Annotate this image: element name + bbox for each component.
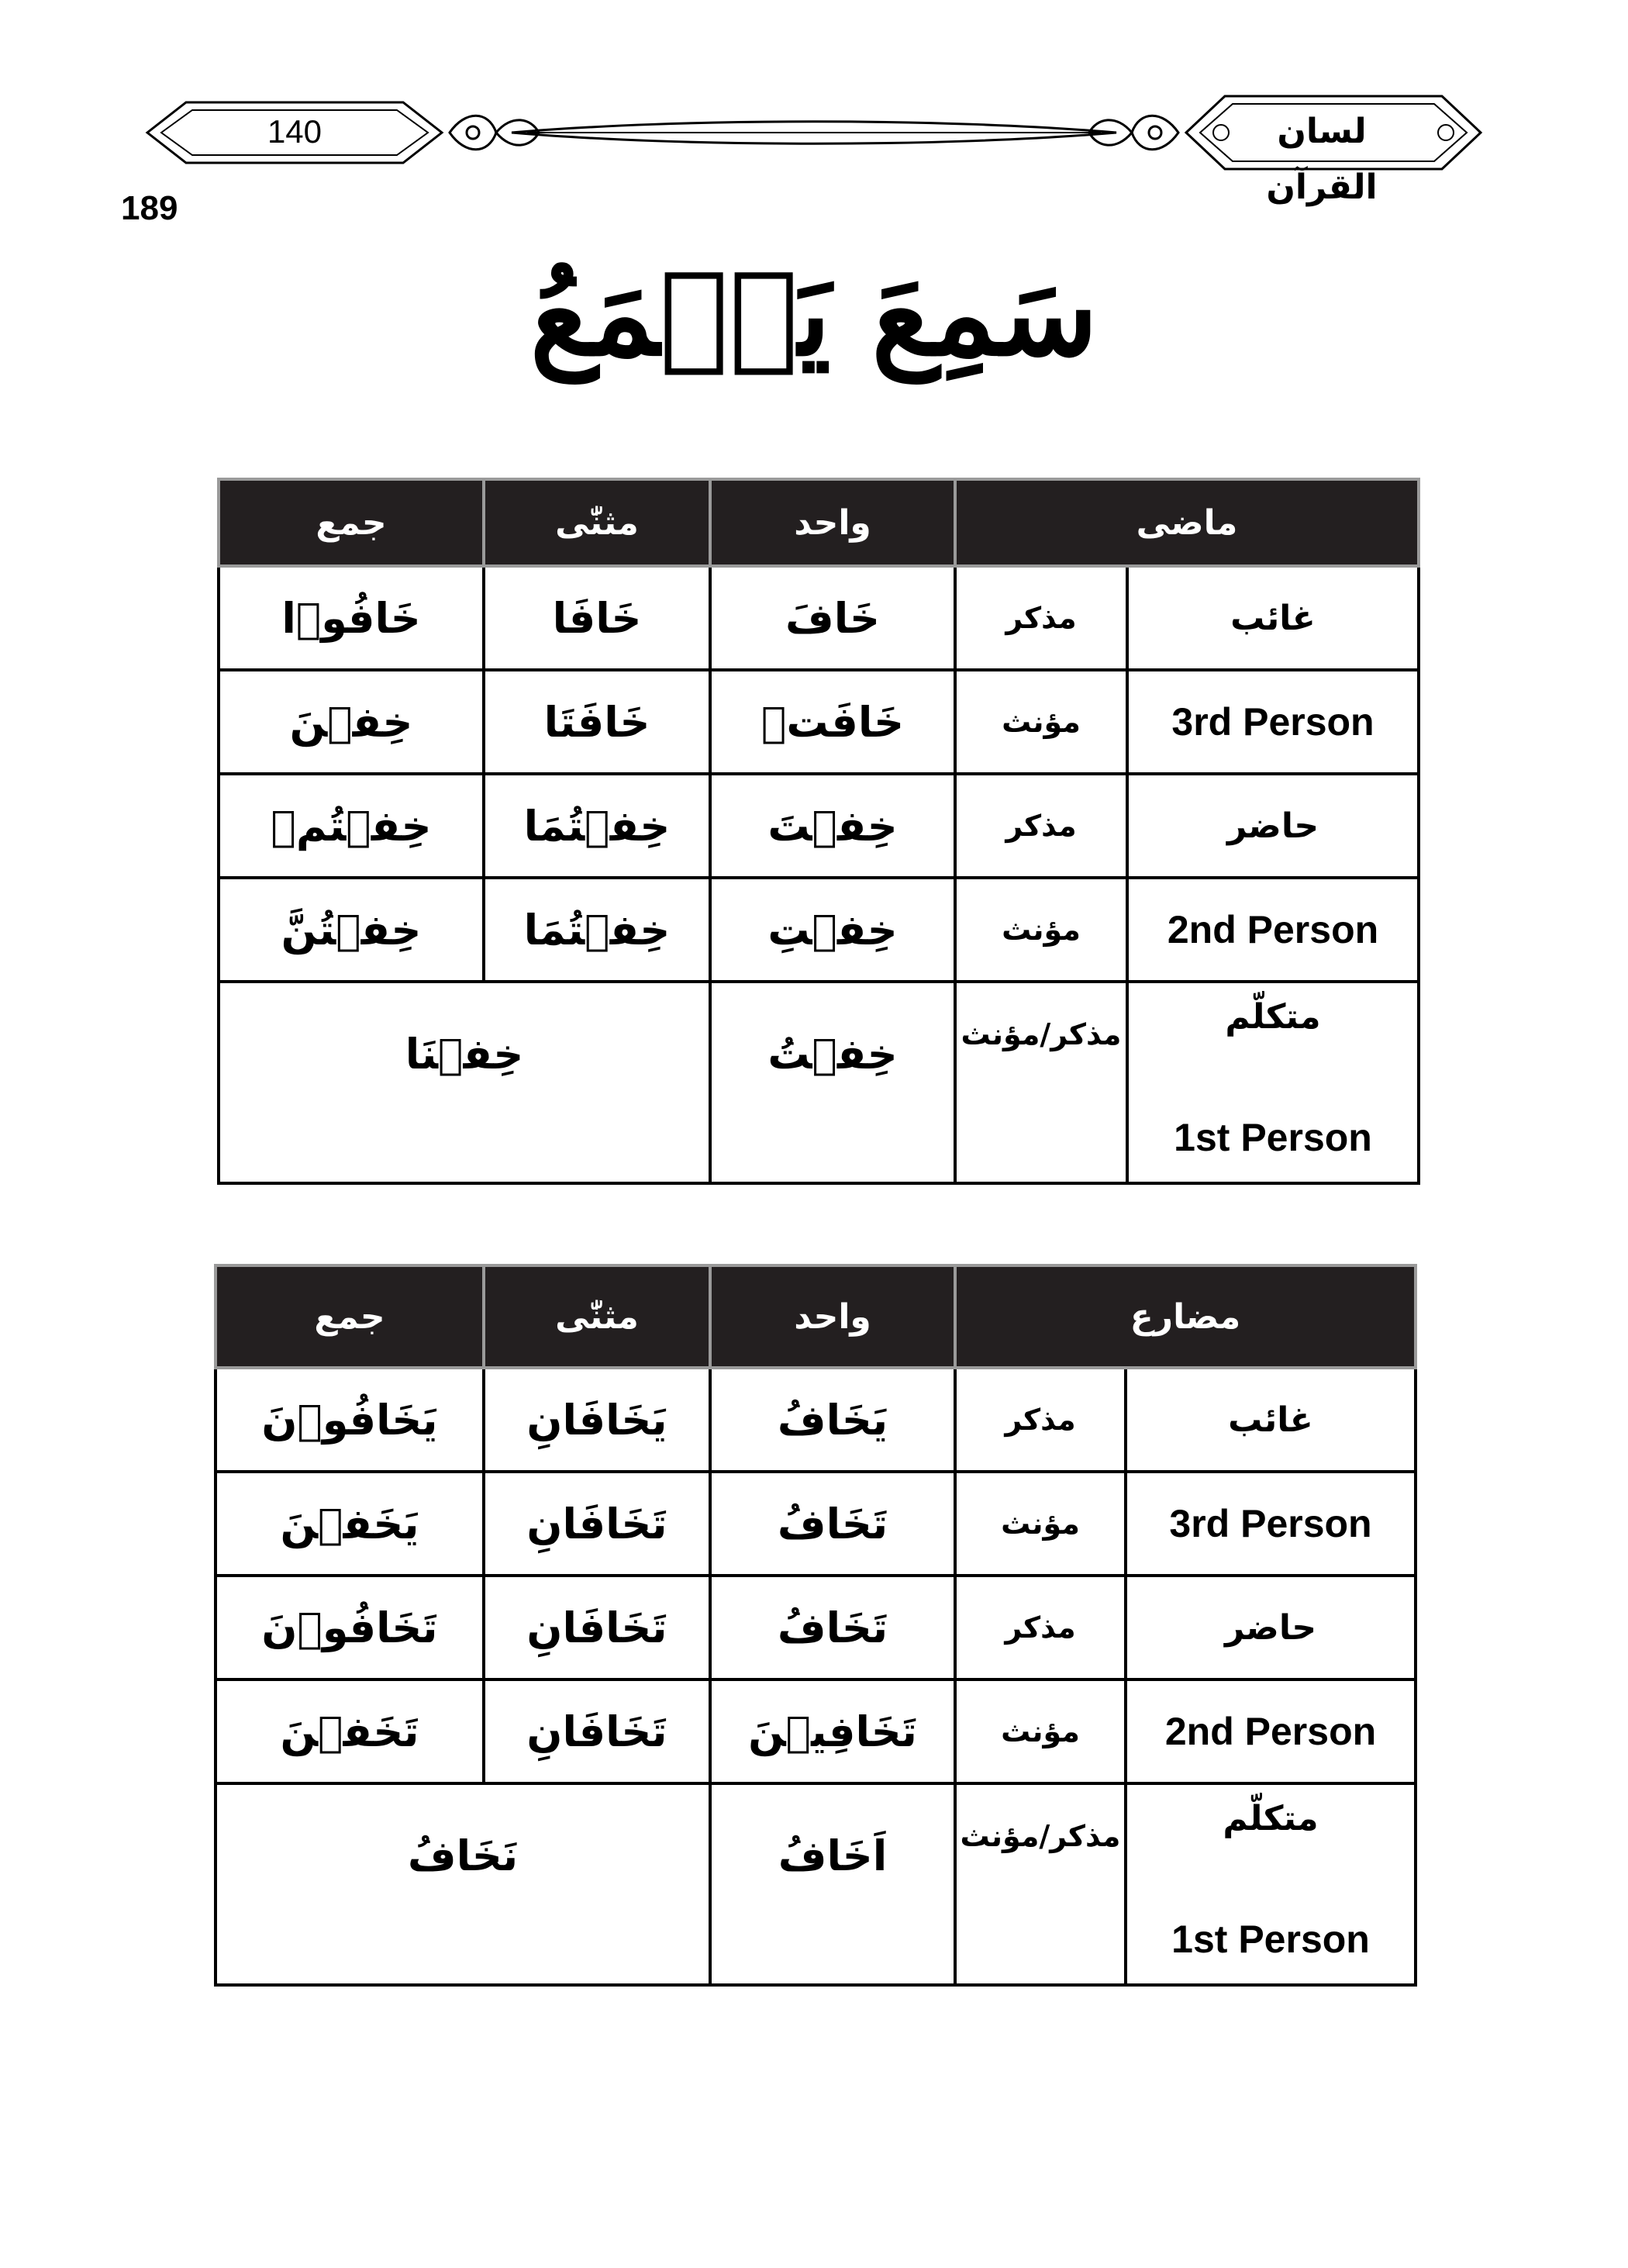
col-header-muthanna: مثنّٰی bbox=[484, 1265, 710, 1368]
table-row bbox=[216, 1472, 1416, 1576]
cell-wahid: خِفۡتِ bbox=[710, 878, 955, 982]
cell-person-label: 2nd Person bbox=[1127, 878, 1419, 982]
col-header-jama: جمع bbox=[219, 479, 484, 566]
cell-gender bbox=[955, 1783, 1126, 1985]
cell-jama bbox=[216, 1783, 710, 1985]
cell-person-label bbox=[1127, 982, 1419, 1183]
cell-wahid: خَافَتۡ bbox=[710, 670, 955, 774]
cell-person-label: غائب bbox=[1127, 566, 1419, 670]
person-label-ur: متکلّم bbox=[1223, 1799, 1319, 1838]
table-row bbox=[216, 1576, 1416, 1679]
table-row bbox=[219, 774, 1419, 878]
cell-gender: مؤنث bbox=[955, 1472, 1126, 1576]
mudari-table bbox=[214, 1264, 1417, 1987]
cell-jama: تَخَافُوۡنَ bbox=[216, 1576, 484, 1679]
cell-person-label: حاضر bbox=[1126, 1576, 1416, 1679]
page-number: 140 bbox=[267, 113, 322, 150]
table-row bbox=[219, 878, 1419, 982]
cell-person-label: 2nd Person bbox=[1126, 1679, 1416, 1783]
table-header-row bbox=[216, 1265, 1416, 1368]
cell-wahid: تَخَافِیۡنَ bbox=[710, 1679, 955, 1783]
cell-muthanna: یَخَافَانِ bbox=[484, 1368, 710, 1472]
col-header-wahid: واحد bbox=[710, 479, 955, 566]
table-row bbox=[219, 566, 1419, 670]
cell-gender: مذکر bbox=[955, 1368, 1126, 1472]
table-row bbox=[216, 1368, 1416, 1472]
cell-muthanna: خِفۡتُمَا bbox=[484, 774, 710, 878]
page-marker: 189 bbox=[121, 189, 178, 227]
cell-wahid: خَافَ bbox=[710, 566, 955, 670]
col-header-jama: جمع bbox=[216, 1265, 484, 1368]
table-row bbox=[216, 1679, 1416, 1783]
person-label-en: 1st Person bbox=[1171, 1918, 1370, 1961]
cell-person-label bbox=[1126, 1783, 1416, 1985]
col-header-wahid: واحد bbox=[710, 1265, 955, 1368]
cell-wahid-text: خِفۡتُ bbox=[767, 1030, 898, 1079]
cell-gender: مذکر bbox=[955, 566, 1127, 670]
cell-jama: یَخَافُوۡنَ bbox=[216, 1368, 484, 1472]
cell-wahid: تَخَافُ bbox=[710, 1576, 955, 1679]
cell-gender bbox=[955, 982, 1127, 1183]
cell-gender-text: مذکر/مؤنث bbox=[960, 1819, 1121, 1853]
cell-muthanna: تَخَافَانِ bbox=[484, 1576, 710, 1679]
cell-wahid-text: اَخَافُ bbox=[778, 1831, 888, 1880]
madi-table bbox=[217, 478, 1420, 1185]
cell-muthanna: تَخَافَانِ bbox=[484, 1679, 710, 1783]
cell-gender: مؤنث bbox=[955, 670, 1127, 774]
col-header-tense: مضارع bbox=[955, 1265, 1416, 1368]
cell-jama: یَخَفۡنَ bbox=[216, 1472, 484, 1576]
person-label-en: 1st Person bbox=[1174, 1116, 1372, 1159]
cell-muthanna: تَخَافَانِ bbox=[484, 1472, 710, 1576]
cell-person-label: 3rd Person bbox=[1126, 1472, 1416, 1576]
cell-muthanna: خِفۡتُمَا bbox=[484, 878, 710, 982]
col-header-muthanna: مثنّٰی bbox=[484, 479, 710, 566]
cell-muthanna: خَافَتَا bbox=[484, 670, 710, 774]
person-label-ur: متکلّم bbox=[1225, 997, 1321, 1037]
cell-jama: خِفۡنَ bbox=[219, 670, 484, 774]
cell-wahid: تَخَافُ bbox=[710, 1472, 955, 1576]
cell-person-label: غائب bbox=[1126, 1368, 1416, 1472]
cell-gender: مذکر bbox=[955, 1576, 1126, 1679]
cell-wahid bbox=[710, 982, 955, 1183]
cell-jama: خِفۡتُمۡ bbox=[219, 774, 484, 878]
cell-jama-text: خِفۡنَا bbox=[405, 1030, 524, 1079]
page-header bbox=[140, 87, 1488, 207]
verb-title: سَمِعَ یَسۡمَعُ bbox=[529, 246, 1099, 382]
cell-muthanna: خَافَا bbox=[484, 566, 710, 670]
cell-wahid: خِفۡتَ bbox=[710, 774, 955, 878]
cell-wahid: یَخَافُ bbox=[710, 1368, 955, 1472]
table-header-row bbox=[219, 479, 1419, 566]
cell-gender: مؤنث bbox=[955, 1679, 1126, 1783]
cell-jama: خَافُوۡا bbox=[219, 566, 484, 670]
cell-gender: مؤنث bbox=[955, 878, 1127, 982]
table-row bbox=[219, 670, 1419, 774]
cell-jama: تَخَفۡنَ bbox=[216, 1679, 484, 1783]
table-row bbox=[219, 982, 1419, 1183]
table-row bbox=[216, 1783, 1416, 1985]
cell-jama bbox=[219, 982, 710, 1183]
cell-jama: خِفۡتُنَّ bbox=[219, 878, 484, 982]
cell-wahid bbox=[710, 1783, 955, 1985]
cell-gender-text: مذکر/مؤنث bbox=[961, 1017, 1122, 1051]
cell-gender: مذکر bbox=[955, 774, 1127, 878]
cell-person-label: 3rd Person bbox=[1127, 670, 1419, 774]
cell-person-label: حاضر bbox=[1127, 774, 1419, 878]
book-title: لسان القرآن bbox=[1266, 112, 1378, 207]
col-header-tense: ماضی bbox=[955, 479, 1419, 566]
cell-jama-text: نَخَافُ bbox=[407, 1831, 519, 1880]
